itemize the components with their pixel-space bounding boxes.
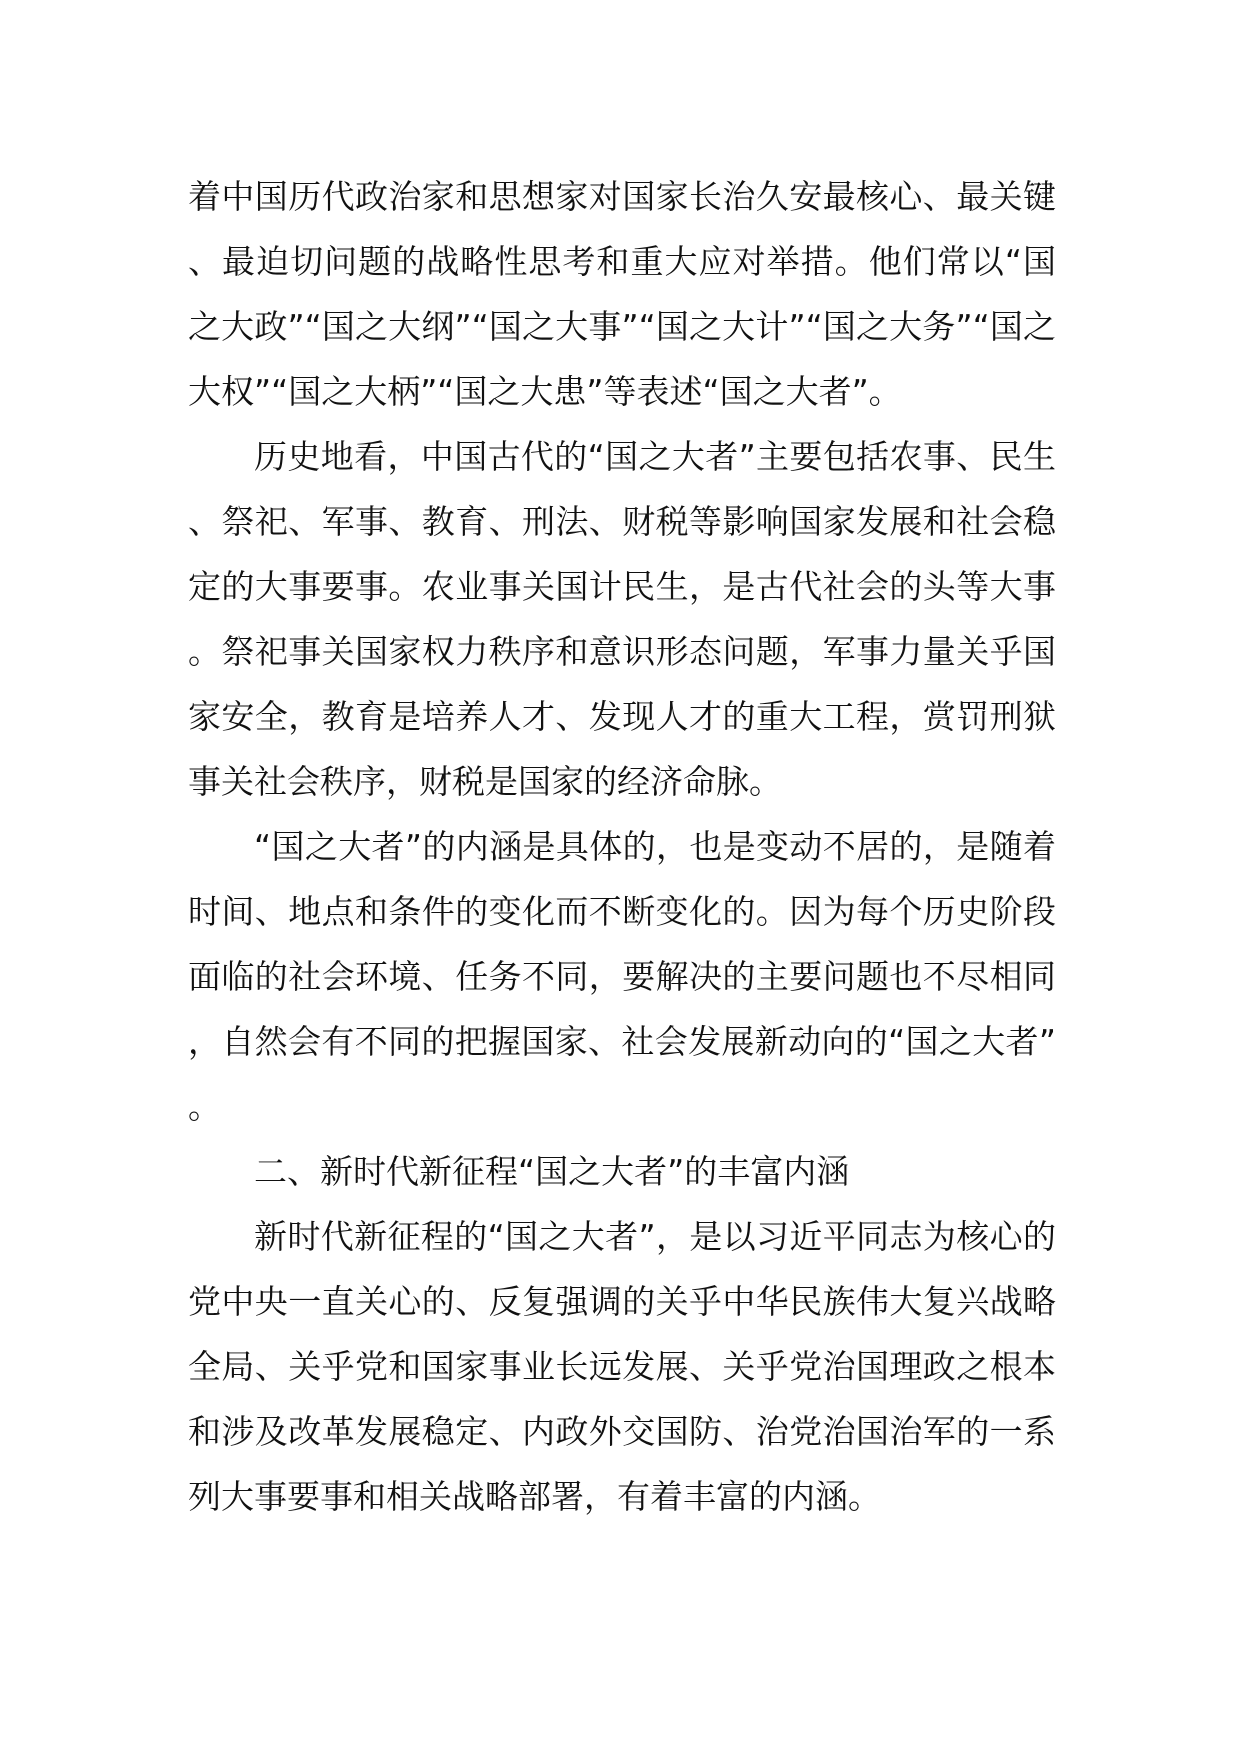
paragraph-meaning-changes: “国之大者”的内涵是具体的，也是变动不居的，是随着时间、地点和条件的变化而不断变化的。因为每个历史阶段面临的社会环境、任务不同，要解决的主要问题也不尽相同，自然会有不同的把握国家、社会发展新动向的“国之大者”。 <box>188 827 1056 1126</box>
paragraph-new-era: 新时代新征程的“国之大者”，是以习近平同志为核心的党中央一直关心的、反复强调的关乎中华民族伟大复兴战略全局、关乎党和国家事业长远发展、关乎党治国理政之根本和涉及改革发展稳定、内政外交国防、治党治国治军的一系列大事要事和相关战略部署，有着丰富的内涵。 <box>188 1217 1056 1516</box>
paragraph-historical-view: 历史地看，中国古代的“国之大者”主要包括农事、民生、祭祀、军事、教育、刑法、财税等影响国家发展和社会稳定的大事要事。农业事关国计民生，是古代社会的头等大事。祭祀事关国家权力秩序和意识形态问题，军事力量关乎国家安全，教育是培养人才、发现人才的重大工程，赏罚刑狱事关社会秩序，财税是国家的经济命脉。 <box>188 437 1056 801</box>
section-heading: 二、新时代新征程“国之大者”的丰富内涵 <box>254 1152 850 1191</box>
paragraph-continued: 着中国历代政治家和思想家对国家长治久安最核心、最关键、最迫切问题的战略性思考和重大应对举措。他们常以“国之大政”“国之大纲”“国之大事”“国之大计”“国之大务”“国之大权”“国之大柄”“国之大患”等表述“国之大者”。 <box>188 177 1056 411</box>
document-page <box>188 164 1056 1529</box>
